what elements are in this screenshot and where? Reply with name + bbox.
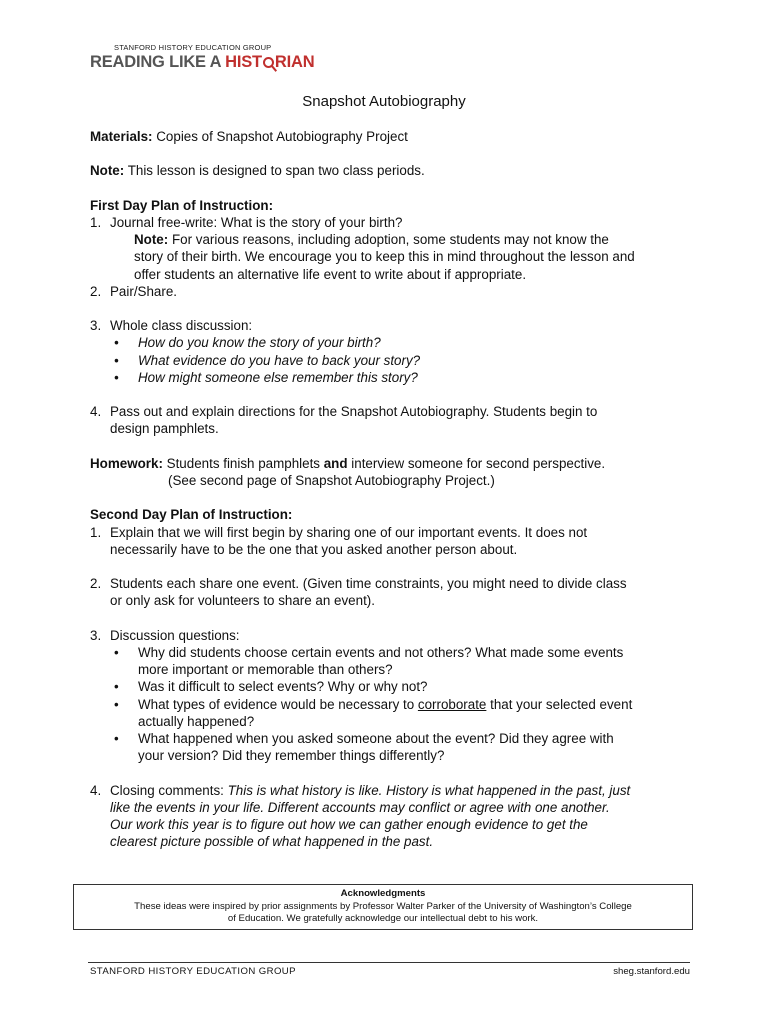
list-item: 2. Students each share one event. (Given time constraints, you might need to divide class (90, 576, 627, 592)
list-item-cont: clearest picture possible of what happened in the past. (110, 834, 434, 850)
bullet-item: • How might someone else remember this story? (114, 369, 418, 385)
acknowledgments-box (73, 884, 693, 930)
homework-line: Homework: Students finish pamphlets and interview someone for second perspective. (90, 455, 606, 471)
list-item: 2. Pair/Share. (90, 283, 177, 299)
acknowledgments-heading: Acknowledgments (340, 888, 426, 899)
reading-like-a-historian-logo (90, 43, 314, 72)
list-item-cont: or only ask for volunteers to share an event). (110, 593, 375, 609)
list-item-cont: necessarily have to be the one that you asked another person about. (110, 541, 518, 557)
list-item-cont: design pamphlets. (110, 421, 219, 437)
logo-org-text: STANFORD HISTORY EDUCATION GROUP (114, 43, 272, 52)
list-item: 4. Closing comments: This is what history is like. History is what happened in the past, just (90, 782, 631, 798)
list-item: 3. Whole class discussion: (90, 318, 253, 334)
bullet-item: • What types of evidence would be necessary to corroborate that your selected event (114, 696, 633, 712)
list-item: 4. Pass out and explain directions for the Snapshot Autobiography. Students begin to (90, 404, 598, 420)
logo-text-b: HIST (225, 53, 262, 71)
day1-heading: First Day Plan of Instruction: (90, 197, 274, 213)
homework-line2: (See second page of Snapshot Autobiography Project.) (168, 472, 495, 488)
acknowledgments-text: of Education. We gratefully acknowledge our intellectual debt to his work. (227, 913, 539, 924)
note-line: Note: This lesson is designed to span two class periods. (90, 163, 425, 179)
logo-wordmark (90, 53, 314, 72)
bullet-item: • Was it difficult to select events? Why or why not? (114, 679, 428, 695)
list-item-cont: Our work this year is to figure out how we can gather enough evidence to get the (110, 816, 588, 832)
logo-text-a: READING LIKE A (90, 53, 226, 71)
bullet-item: • What evidence do you have to back your story? (114, 352, 421, 368)
materials-line: Materials: Copies of Snapshot Autobiography Project (90, 129, 408, 144)
day2-heading: Second Day Plan of Instruction: (90, 507, 293, 523)
bullet-item: • How do you know the story of your birth? (114, 335, 381, 351)
bullet-item: • What happened when you asked someone about the event? Did they agree with (114, 730, 614, 746)
footer-divider (88, 962, 690, 963)
footer-url[interactable]: sheg.stanford.edu (613, 966, 690, 977)
footer-org: STANFORD HISTORY EDUCATION GROUP (90, 966, 296, 977)
list-item: 3. Discussion questions: (90, 627, 240, 643)
lesson-content (90, 128, 690, 850)
bullet-item-cont: more important or memorable than others? (138, 662, 393, 678)
acknowledgments-text: These ideas were inspired by prior assignments by Professor Walter Parker of the University of Washington’s College (134, 900, 632, 912)
magnifier-icon (263, 57, 274, 68)
bullet-item-cont: actually happened? (138, 713, 255, 729)
bullet-item: • Why did students choose certain events and not others? What made some events (114, 644, 624, 660)
logo-text-c: RIAN (274, 53, 315, 71)
page-title: Snapshot Autobiography (302, 93, 466, 110)
birth-note-line: offer students an alternative life event to write about if appropriate. (134, 266, 527, 282)
list-item: 1. Explain that we will first begin by sharing one of our important events. It does not (90, 524, 588, 540)
birth-note: Note: For various reasons, including adoption, some students may not know the (134, 232, 609, 248)
list-item: 1. Journal free-write: What is the story of your birth? (90, 214, 403, 230)
bullet-item-cont: your version? Did they remember things differently? (138, 748, 445, 764)
corroborate-term: corroborate (417, 696, 487, 712)
birth-note-line: story of their birth. We encourage you to keep this in mind throughout the lesson and (134, 249, 635, 265)
list-item-cont: like the events in your life. Different accounts may conflict or agree with one another. (110, 799, 610, 815)
